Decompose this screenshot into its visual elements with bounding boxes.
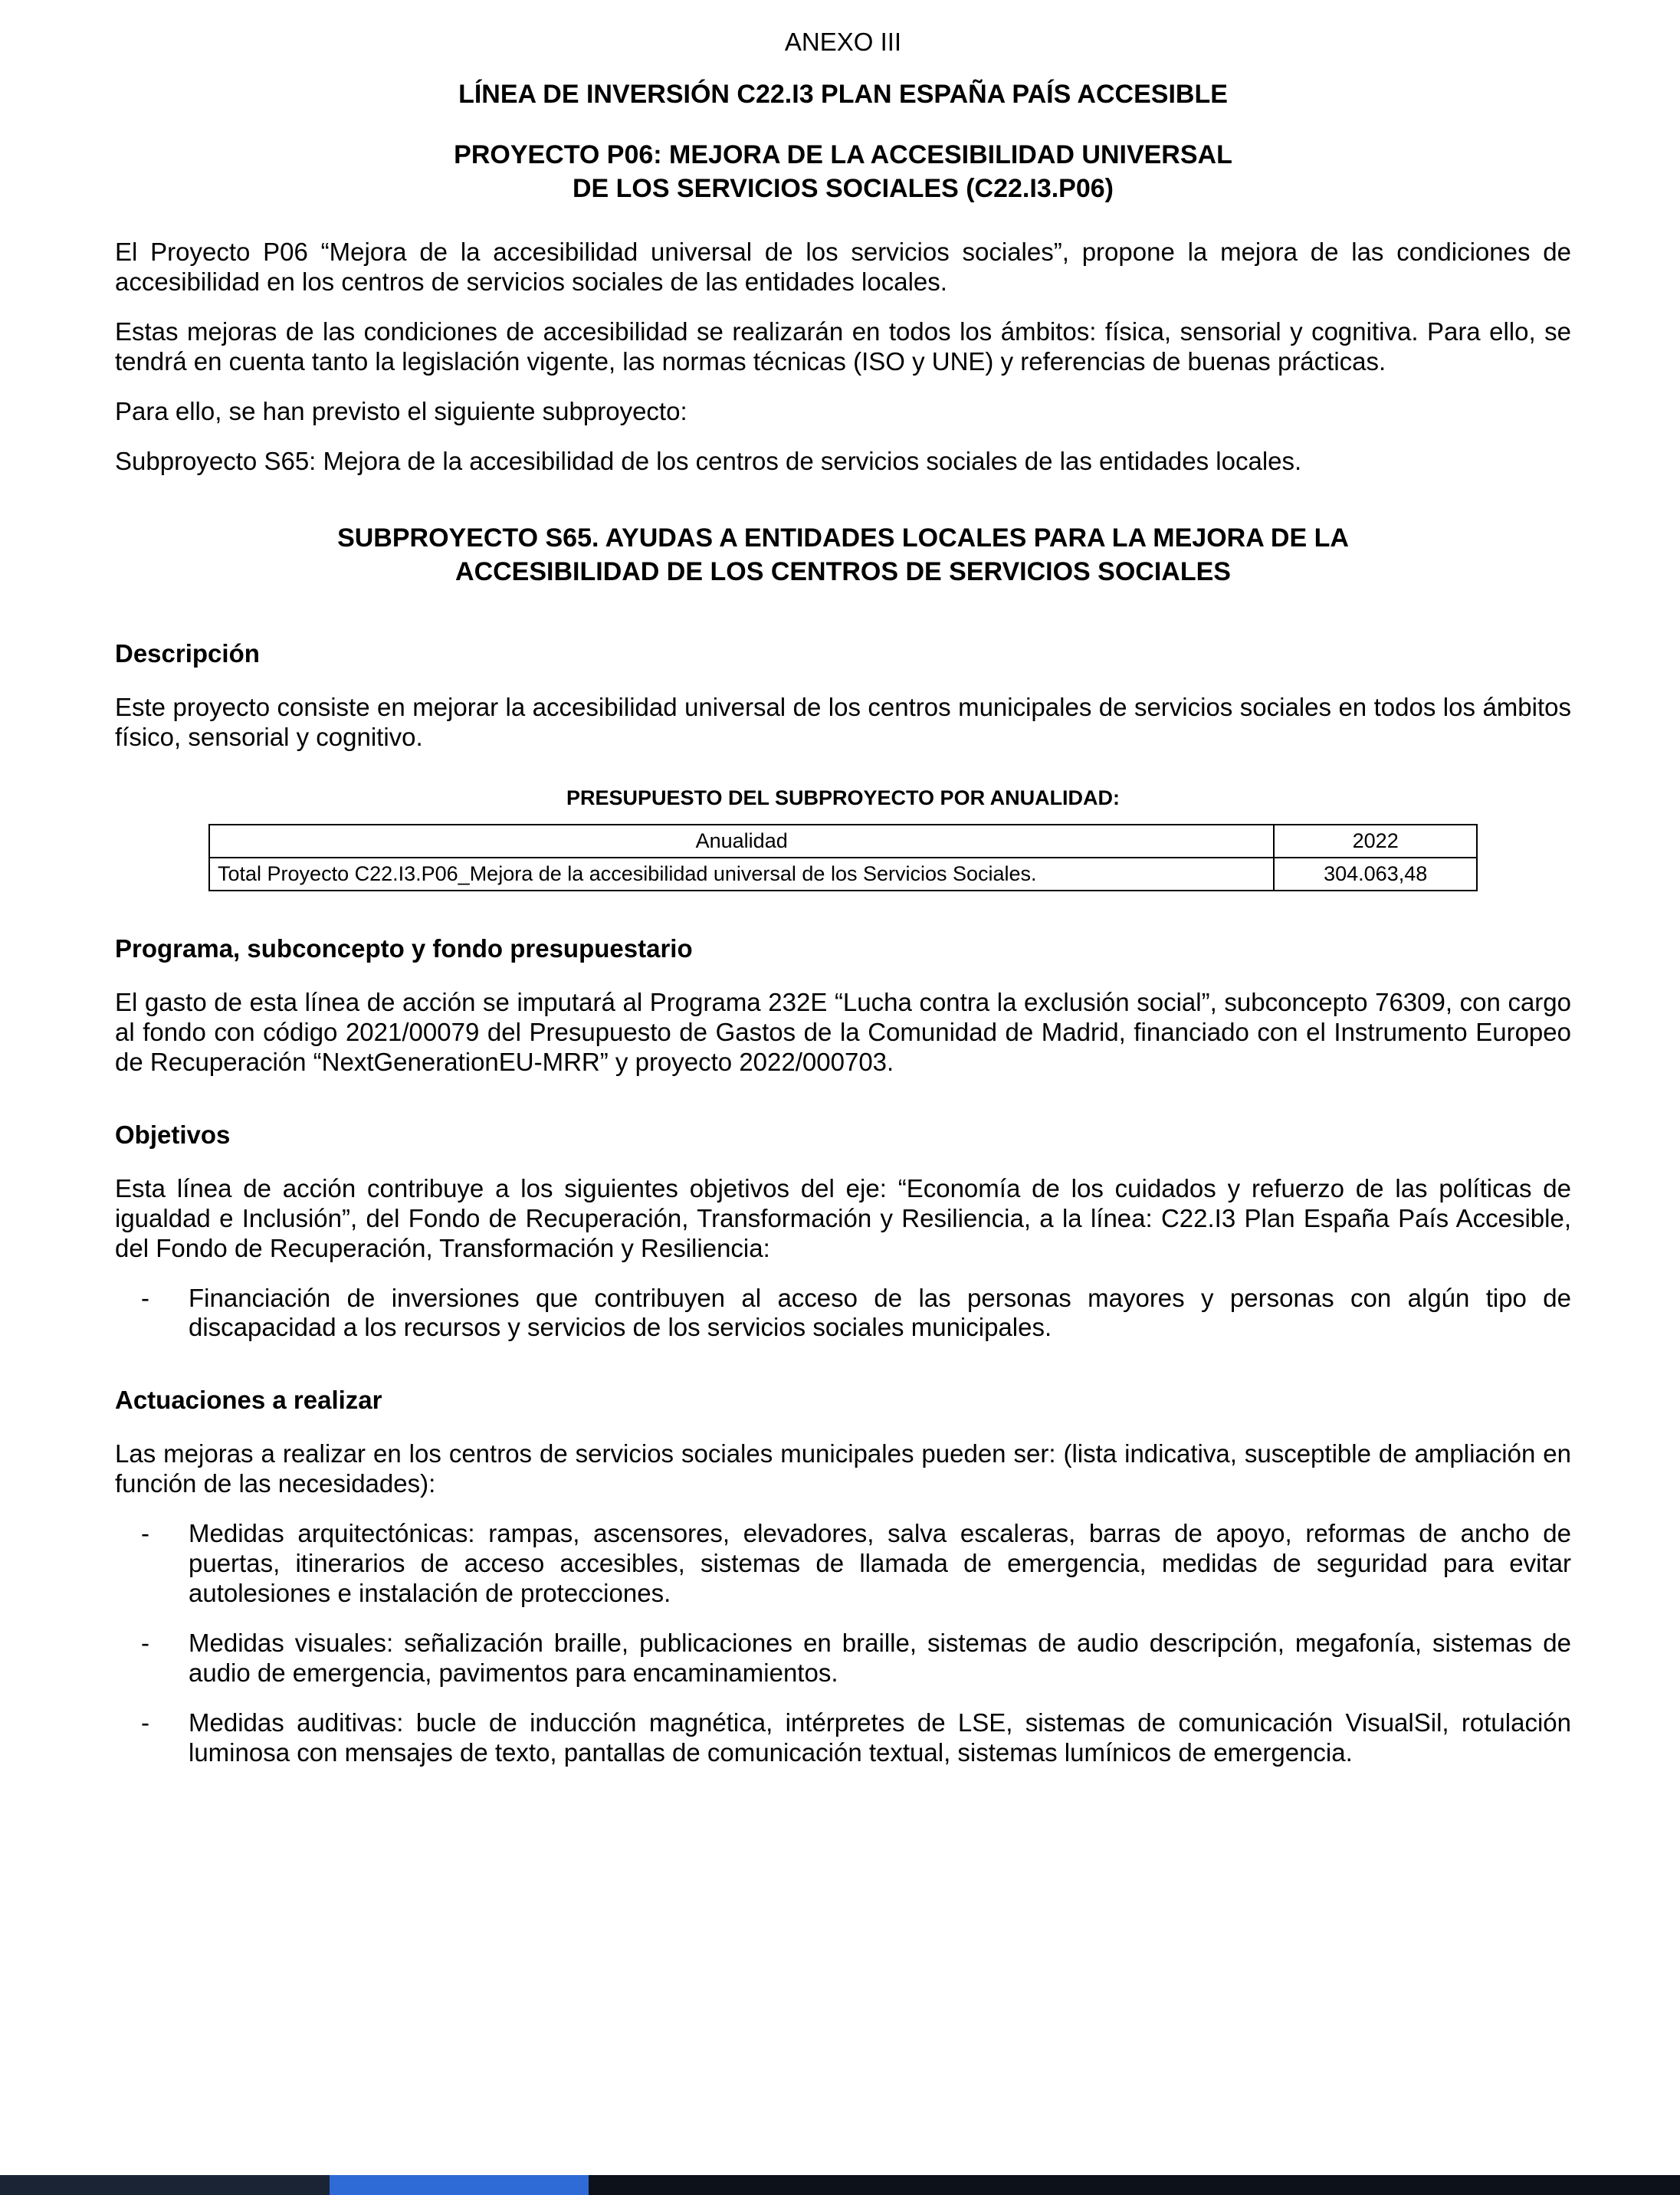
list-item xyxy=(115,1708,1571,1768)
actuaciones-bullet-3: Medidas auditivas: bucle de inducción magnética, intérpretes de LSE, sistemas de comunicación VisualSil, rotulación luminosa con mensajes de texto, pantallas de comunicación textual, sistemas lumínicos de emergencia. xyxy=(189,1708,1571,1767)
intro-paragraph-4: Subproyecto S65: Mejora de la accesibilidad de los centros de servicios sociales de las entidades locales. xyxy=(115,446,1302,475)
bullet-dash: - xyxy=(141,1519,149,1548)
project-title xyxy=(115,139,1571,205)
section-heading-objetivos: Objetivos xyxy=(115,1120,231,1149)
section-heading-actuaciones: Actuaciones a realizar xyxy=(115,1386,382,1415)
budget-table xyxy=(208,824,1478,891)
anexo-label: ANEXO III xyxy=(784,28,902,56)
budget-header-anualidad: Anualidad xyxy=(209,825,1274,858)
bullet-dash: - xyxy=(141,1708,149,1737)
subproject-heading-line-2: ACCESIBILIDAD DE LOS CENTROS DE SERVICIOS SOCIALES xyxy=(455,556,1231,586)
bottom-taskbar[interactable] xyxy=(0,2175,1680,2195)
section-heading-descripcion: Descripción xyxy=(115,639,260,668)
subproject-heading-line-1: SUBPROYECTO S65. AYUDAS A ENTIDADES LOCALES PARA LA MEJORA DE LA xyxy=(337,523,1349,553)
bullet-dash: - xyxy=(141,1283,149,1312)
list-item xyxy=(115,1519,1571,1609)
programa-body: El gasto de esta línea de acción se imputará al Programa 232E “Lucha contra la exclusión social”, subconcepto 76309, con cargo al fondo con código 2021/00079 del Presupuesto de Gastos de la Comunidad de Madrid, financiado con el Instrumento Europeo de Recuperación “NextGenerationEU-MRR” y proyecto 2022/000703. xyxy=(115,987,1571,1076)
budget-header-year: 2022 xyxy=(1274,825,1477,858)
objetivos-body: Esta línea de acción contribuye a los siguientes objetivos del eje: “Economía de los cuidados y refuerzo de las políticas de igualdad e Inclusión”, del Fondo de Recuperación, Transformación y Resiliencia, a la línea: C22.I3 Plan España País Accesible, del Fondo de Recuperación, Transformación y Resiliencia: xyxy=(115,1173,1571,1262)
project-title-line-1: PROYECTO P06: MEJORA DE LA ACCESIBILIDAD UNIVERSAL xyxy=(454,140,1232,169)
actuaciones-bullet-list xyxy=(115,1519,1571,1768)
actuaciones-bullet-2: Medidas visuales: señalización braille, publicaciones en braille, sistemas de audio descripción, megafonía, sistemas de audio de emergencia, pavimentos para encaminamientos. xyxy=(189,1629,1571,1688)
actuaciones-body: Las mejoras a realizar en los centros de servicios sociales municipales pueden ser: (lista indicativa, susceptible de ampliación en función de las necesidades): xyxy=(115,1439,1571,1498)
list-item xyxy=(115,1629,1571,1688)
bullet-dash: - xyxy=(141,1629,149,1658)
budget-row-amount: 304.063,48 xyxy=(1274,858,1477,891)
objetivos-bullet-1: Financiación de inversiones que contribuyen al acceso de las personas mayores y personas con algún tipo de discapacidad a los recursos y servicios de los servicios sociales municipales. xyxy=(189,1283,1571,1342)
intro-paragraph-3: Para ello, se han previsto el siguiente subproyecto: xyxy=(115,396,687,425)
descripcion-body: Este proyecto consiste en mejorar la accesibilidad universal de los centros municipales de servicios sociales en todos los ámbitos físico, sensorial y cognitivo. xyxy=(115,693,1571,751)
budget-row-label: Total Proyecto C22.I3.P06_Mejora de la accesibilidad universal de los Servicios Sociales. xyxy=(209,858,1274,891)
budget-caption: PRESUPUESTO DEL SUBPROYECTO POR ANUALIDAD: xyxy=(566,786,1121,809)
objetivos-bullet-list xyxy=(115,1284,1571,1344)
intro-paragraph-1: El Proyecto P06 “Mejora de la accesibilidad universal de los servicios sociales”, propone la mejora de las condiciones de accesibilidad en los centros de servicios sociales de las entidades locales. xyxy=(115,238,1571,296)
actuaciones-bullet-1: Medidas arquitectónicas: rampas, ascensores, elevadores, salva escaleras, barras de apoyo, reformas de ancho de puertas, itinerarios de acceso accesibles, sistemas de llamada de emergencia, medidas de seguridad para evitar autolesiones e instalación de protecciones. xyxy=(189,1519,1571,1608)
project-title-line-2: DE LOS SERVICIOS SOCIALES (C22.I3.P06) xyxy=(572,173,1114,203)
budget-table-header-row xyxy=(209,825,1477,858)
section-heading-programa: Programa, subconcepto y fondo presupuestario xyxy=(115,933,693,963)
intro-paragraph-2: Estas mejoras de las condiciones de accesibilidad se realizarán en todos los ámbitos: física, sensorial y cognitiva. Para ello, se tendrá en cuenta tanto la legislación vigente, las normas técnicas (ISO y UNE) y referencias de buenas prácticas. xyxy=(115,317,1571,376)
list-item xyxy=(115,1284,1571,1344)
document-title: LÍNEA DE INVERSIÓN C22.I3 PLAN ESPAÑA PAÍS ACCESIBLE xyxy=(458,80,1228,109)
taskbar-active-item[interactable] xyxy=(330,2175,589,2195)
taskbar-left-segment xyxy=(0,2175,330,2195)
subproject-heading xyxy=(115,521,1571,589)
budget-table-data-row xyxy=(209,858,1477,891)
